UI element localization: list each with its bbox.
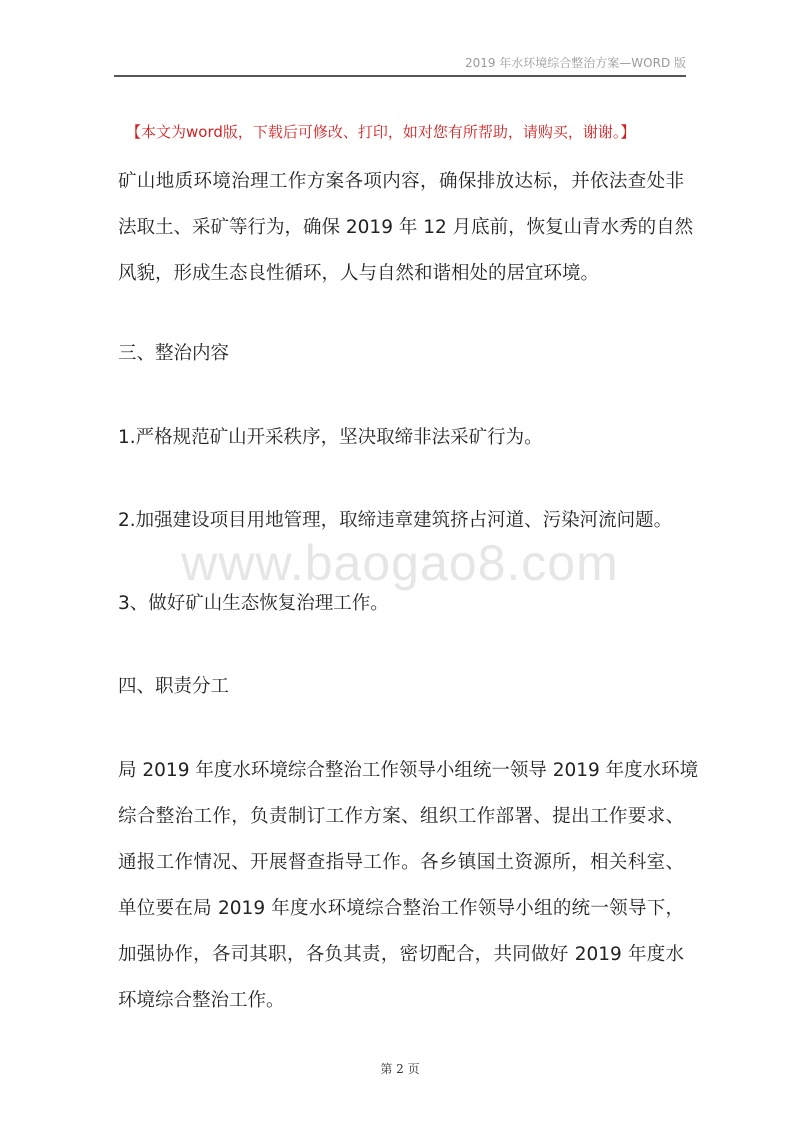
page-number: 第 2 页 [380, 1062, 420, 1076]
list-item: 2.加强建设项目用地管理，取缔违章建筑挤占河道、污染河流问题。 [118, 510, 673, 531]
watermark: www.baogao8.com [181, 535, 619, 591]
paragraph-line: 综合整治工作，负责制订工作方案、组织工作部署、提出工作要求、 [118, 806, 684, 827]
paragraph-line: 加强协作，各司其职，各负其责，密切配合，共同做好 2019 年度水 [118, 944, 684, 965]
paragraph-line: 法取土、采矿等行为，确保 2019 年 12 月底前，恢复山青水秀的自然 [118, 217, 694, 238]
page-header: 2019 年水环境综合整治方案—WORD 版 [464, 56, 686, 70]
paragraph-line: 通报工作情况、开展督查指导工作。各乡镇国土资源所，相关科室、 [118, 852, 684, 873]
paragraph-line: 风貌，形成生态良性循环，人与自然和谐相处的居宜环境。 [118, 263, 600, 284]
section-heading: 四、职责分工 [118, 676, 230, 697]
paragraph-line: 矿山地质环境治理工作方案各项内容，确保排放达标，并依法查处非 [118, 171, 684, 192]
paragraph-line: 环境综合整治工作。 [118, 990, 285, 1011]
list-item: 3、做好矿山生态恢复治理工作。 [118, 593, 389, 614]
section-heading: 三、整治内容 [118, 343, 230, 364]
purchase-notice: 【本文为word版，下载后可修改、打印，如对您有所帮助，请购买，谢谢。】 [126, 123, 636, 141]
paragraph-line: 局 2019 年度水环境综合整治工作领导小组统一领导 2019 年度水环境 [118, 760, 699, 781]
header-divider [114, 75, 686, 77]
paragraph-line: 单位要在局 2019 年度水环境综合整治工作领导小组的统一领导下， [118, 898, 684, 919]
list-item: 1.严格规范矿山开采秩序，坚决取缔非法采矿行为。 [118, 427, 543, 448]
